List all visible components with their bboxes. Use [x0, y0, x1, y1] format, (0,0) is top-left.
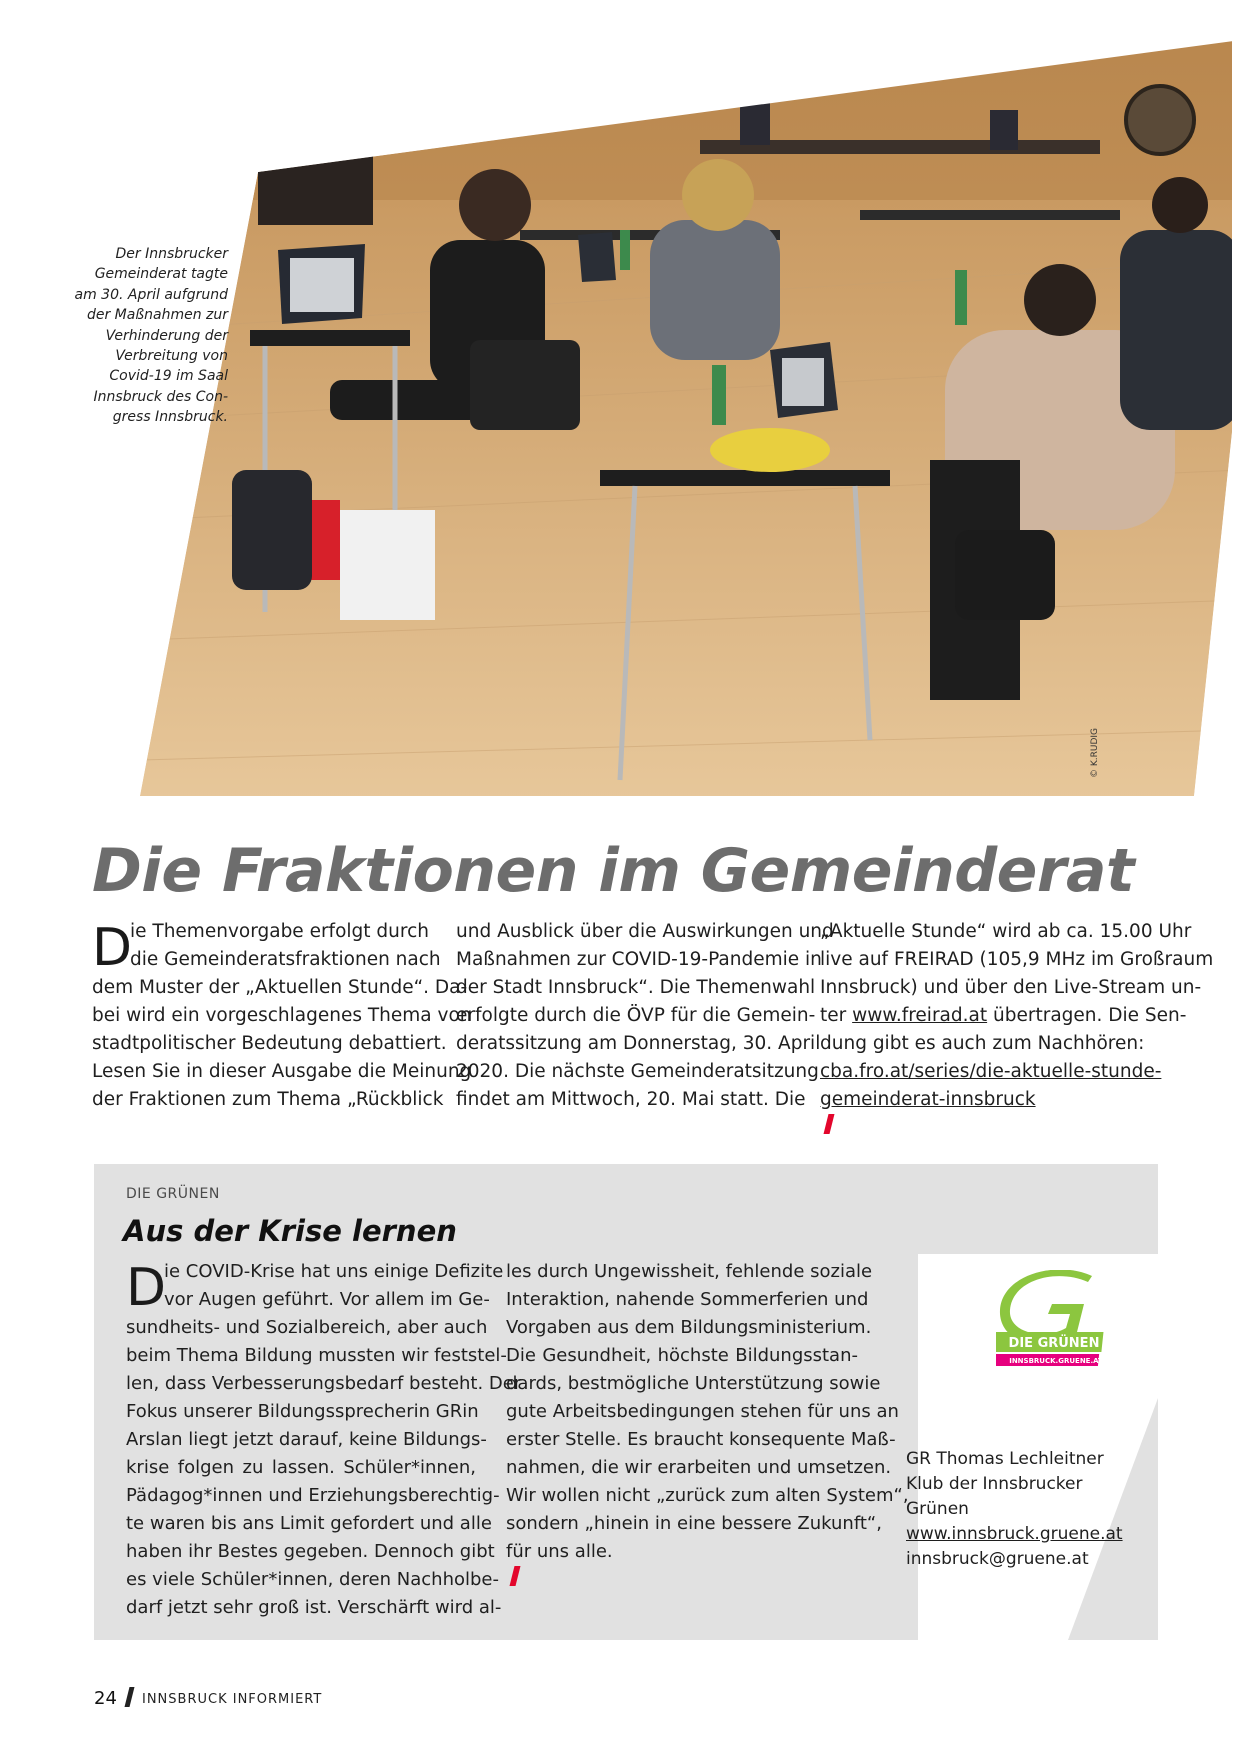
die-gruenen-logo-icon [996, 1270, 1114, 1374]
end-mark-icon [824, 1114, 835, 1134]
logo-url: INNSBRUCK.GRUENE.AT [1009, 1357, 1103, 1365]
statement-last-line: für uns alle. [506, 1538, 858, 1586]
statement-column-1: ie COVID-Krise hat uns einige Defizite vor Augen geführt. Vor allem im Ge- sundheits- und Sozialbereich, aber auch beim Thema Bildung mussten wir feststel- len, dass Verbesserungsbedarf besteht. Der Fokus unserer Bildungssprecherin GRin Arslan liegt jetzt darauf, keine Bildungs- krise folgen zu lassen. Schüler*innen, Pädagog*innen und Erziehungsberechtig- te waren bis ans Limit gefordert und alle haben ihr Bestes gegeben. Dennoch gibt es viele Schüler*innen, deren Nachholbe- darf jetzt sehr groß ist. Verschärft wird al- [126, 1261, 522, 1618]
cba-link-line-2[interactable]: gemeinderat-innsbruck [820, 1089, 1036, 1110]
intro-column-2: und Ausblick über die Auswirkungen und Maßnahmen zur COVID-19-Pandemie in der Stadt Innsbruck“. Die Themenwahl erfolgte durch die ÖVP für die Gemein- deratssitzung am Donnerstag, 30. April 2020. Die nächste Gemeinderatsitzung findet am Mittwoch, 20. Mai statt. Die [456, 921, 834, 1110]
photo-credit: © K.RUDIG [1090, 727, 1100, 778]
statement-signature: GR Thomas Lechleitner Klub der Innsbrucker Grünen www.innsbruck.gruene.at innsbruck@gruene.at [906, 1447, 1123, 1572]
party-label: DIE GRÜNEN [126, 1186, 220, 1202]
footer-divider [125, 1687, 135, 1707]
intro-column-3: „Aktuelle Stunde“ wird ab ca. 15.00 Uhr live auf FREIRAD (105,9 MHz im Großraum Innsbruck) und über den Live-Stream un- ter www.freirad.at übertragen. Die Sen- dung gibt es auch zum Nachhören: cba.fro.at/series/die-aktuelle-stunde- gemeinderat-innsbruck [820, 918, 1156, 1134]
photo-caption: Der Innsbrucker Gemeinderat tagte am 30. April aufgrund der Maßnahmen zur Verhinderung der Verbreitung von Covid-19 im Saal Innsbruck des Con- gress Innsbruck. [74, 246, 228, 426]
author-name: GR Thomas Lechleitner [906, 1449, 1104, 1469]
intro-drop-cap: D [92, 918, 133, 978]
website-link[interactable]: www.innsbruck.gruene.at [906, 1524, 1123, 1544]
freirad-line: ter www.freirad.at übertragen. Die Sen- [820, 1005, 1187, 1026]
cba-link-line-2-wrap [820, 1086, 1156, 1134]
statement-drop-cap: D [126, 1258, 167, 1318]
logo-wordmark: DIE GRÜNEN [1008, 1336, 1100, 1351]
statement-column-2: les durch Ungewissheit, fehlende soziale Interaktion, nahende Sommerferien und Vorgaben aus dem Bildungsministerium. Die Gesundheit, höchste Bildungsstan- dards, bestmögliche Unterstützung sowie gute Arbeitsbedingungen stehen für uns an erster Stelle. Es braucht konsequente Maß- nahmen, die wir erarbeiten und umsetzen. Wir wollen nicht „zurück zum alten System“, sondern „hinein in eine bessere Zukunft“, für uns alle. [506, 1258, 858, 1586]
end-mark-icon [510, 1566, 521, 1586]
statement-title: Aus der Krise lernen [123, 1214, 457, 1248]
magazine-name: INNSBRUCK INFORMIERT [142, 1692, 323, 1707]
page-number: 24 [94, 1688, 117, 1709]
article-headline: Die Fraktionen im Gemeinderat [92, 836, 1135, 906]
email-link[interactable]: innsbruck@gruene.at [906, 1549, 1089, 1569]
freirad-link[interactable]: www.freirad.at [852, 1005, 988, 1026]
intro-column-1: ie Themenvorgabe erfolgt durch die Gemeinderatsfraktionen nach dem Muster der „Aktuellen Stunde“. Da- bei wird ein vorgeschlagenes Thema von stadtpolitischer Bedeutung debattiert. Lesen Sie in dieser Ausgabe die Meinung der Fraktionen zum Thema „Rückblick [92, 921, 472, 1110]
cba-link-line-1[interactable]: cba.fro.at/series/die-aktuelle-stunde- [820, 1061, 1162, 1082]
